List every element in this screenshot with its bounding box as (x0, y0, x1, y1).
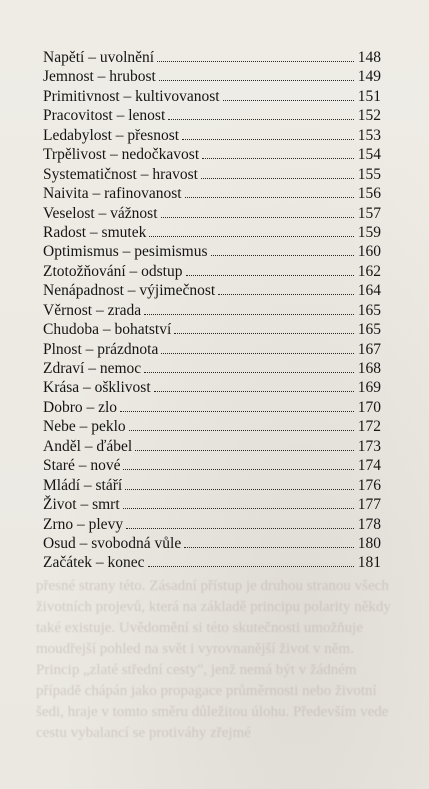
toc-entry-title: Život – smrt (43, 496, 120, 514)
toc-entry-page-number: 162 (357, 262, 381, 280)
toc-entry (43, 341, 381, 360)
toc-entry (43, 263, 381, 282)
toc-entry-page-number: 157 (357, 204, 381, 222)
dot-leader (123, 469, 354, 470)
toc-entry-title: Plnost – prázdnota (43, 340, 159, 358)
dot-leader (168, 119, 354, 120)
dot-leader (223, 100, 354, 101)
dot-leader (182, 139, 354, 140)
toc-entry-page-number: 154 (357, 146, 381, 164)
toc-entry-title: Zrno – plevy (43, 515, 124, 533)
toc-entry-title: Trpělivost – nedočkavost (43, 146, 200, 164)
toc-entry-page-number: 167 (357, 340, 381, 358)
toc-entry-page-number: 173 (357, 437, 381, 455)
toc-entry-title: Osud – svobodná vůle (43, 534, 182, 552)
toc-entry-page-number: 169 (357, 379, 381, 397)
toc-entry (43, 88, 381, 107)
toc-entry-title: Veselost – vážnost (43, 204, 158, 222)
dot-leader (129, 430, 354, 431)
toc-entry-page-number: 155 (357, 165, 381, 183)
dot-leader (201, 178, 354, 179)
toc-entry-page-number: 174 (357, 457, 381, 475)
toc-entry-title: Ledabylost – přesnost (43, 126, 180, 144)
toc-entry (43, 360, 381, 379)
toc-entry-page-number: 164 (357, 282, 381, 300)
dot-leader (149, 236, 354, 237)
toc-entry-title: Staré – nové (43, 457, 121, 475)
toc-entry-page-number: 170 (357, 398, 381, 416)
toc-entry-page-number: 156 (357, 185, 381, 203)
toc-entry (43, 146, 381, 165)
toc-entry (43, 438, 381, 457)
toc-entry (43, 418, 381, 437)
toc-entry (43, 166, 381, 185)
toc-entry (43, 477, 381, 496)
toc-entry-page-number: 165 (357, 321, 381, 339)
toc-entry-title: Anděl – ďábel (43, 437, 133, 455)
toc-entry (43, 321, 381, 340)
toc-entry-page-number: 152 (357, 107, 381, 125)
toc-entry-title: Ztotožňování – odstup (43, 262, 183, 280)
toc-entry (43, 399, 381, 418)
toc-entry-title: Krása – ošklivost (43, 379, 151, 397)
toc-entry (43, 185, 381, 204)
toc-entry-title: Jemnost – hrubost (43, 68, 156, 86)
dot-leader (159, 80, 354, 81)
show-through-text: přesné strany této. Zásadní přístup je druhou stranou všech životních projevů, která na základě principu polarity někdy také existuje. Uvědomění si této skutečnosti umožňuje moudřejší pohled na svět i vyrovnanější život v něm. Princip „zlaté střední cesty", jenž nemá být v žádném případě chápán jako propagace průměrnosti nebo životní šedi, hraje v tomto směru důležitou úlohu. Především vede cestu vybalancí se protiváhy zřejmé (36, 578, 391, 741)
toc-entry-page-number: 172 (357, 418, 381, 436)
toc-entry-title: Věrnost – zrada (43, 301, 142, 319)
dot-leader (211, 255, 355, 256)
dot-leader (202, 158, 354, 159)
toc-entry-page-number: 178 (357, 515, 381, 533)
toc-entry-title: Naivita – rafinovanost (43, 185, 182, 203)
toc-entry-title: Dobro – zlo (43, 398, 118, 416)
dot-leader (185, 197, 354, 198)
toc-entry-title: Zdraví – nemoc (43, 360, 142, 377)
toc-entry-title: Systematičnost – hravost (43, 165, 198, 183)
toc-entry-page-number: 165 (357, 301, 381, 319)
toc-entry-page-number: 151 (357, 87, 381, 105)
dot-leader (154, 391, 354, 392)
toc-entry (43, 457, 381, 476)
toc-entry-page-number: 177 (357, 496, 381, 514)
toc-entry-title: Primitivnost – kultivovanost (43, 87, 220, 105)
toc-entry-page-number: 181 (357, 554, 381, 572)
toc-entry-title: Nenápadnost – výjimečnost (43, 282, 216, 300)
dot-leader (123, 508, 354, 509)
toc-entry-page-number: 168 (357, 360, 381, 377)
toc-entry-page-number: 148 (357, 49, 381, 66)
toc-entry-title: Optimismus – pesimismus (43, 243, 208, 261)
toc-entry-page-number: 160 (357, 243, 381, 261)
toc-entry-page-number: 180 (357, 534, 381, 552)
toc-entry (43, 535, 381, 554)
toc-entry (43, 127, 381, 146)
toc-entry-page-number: 176 (357, 476, 381, 494)
toc-entry (43, 496, 381, 515)
dot-leader (161, 217, 354, 218)
toc-entry-title: Napětí – uvolnění (43, 49, 155, 66)
toc-entry (43, 205, 381, 224)
dot-leader (126, 528, 354, 529)
toc-entry (43, 224, 381, 243)
toc-entry (43, 49, 381, 68)
dot-leader (148, 566, 354, 567)
toc-entry (43, 68, 381, 87)
dot-leader (186, 275, 355, 276)
toc-entry-title: Radost – smutek (43, 223, 147, 241)
toc-entry (43, 282, 381, 301)
toc-entry (43, 302, 381, 321)
toc-entry-page-number: 149 (357, 68, 381, 86)
toc-entry-title: Nebe – peklo (43, 418, 126, 436)
toc-entry-page-number: 159 (357, 223, 381, 241)
toc-entry-title: Mládí – stáří (43, 476, 123, 494)
toc-entry-title: Začátek – konec (43, 554, 145, 572)
toc-entry (43, 379, 381, 398)
toc-entry (43, 107, 381, 126)
toc-entry (43, 243, 381, 262)
toc-entry-title: Chudoba – bohatství (43, 321, 172, 339)
dot-leader (161, 353, 354, 354)
dot-leader (125, 489, 354, 490)
dot-leader (144, 372, 354, 373)
toc-entry-page-number: 153 (357, 126, 381, 144)
toc-entry (43, 554, 381, 573)
toc-entry (43, 516, 381, 535)
dot-leader (184, 547, 354, 548)
toc-entry-title: Pracovitost – lenost (43, 107, 166, 125)
dot-leader (135, 450, 354, 451)
dot-leader (218, 294, 354, 295)
dot-leader (120, 411, 354, 412)
dot-leader (157, 61, 354, 62)
dot-leader (144, 314, 354, 315)
dot-leader (174, 333, 354, 334)
table-of-contents (43, 49, 381, 574)
